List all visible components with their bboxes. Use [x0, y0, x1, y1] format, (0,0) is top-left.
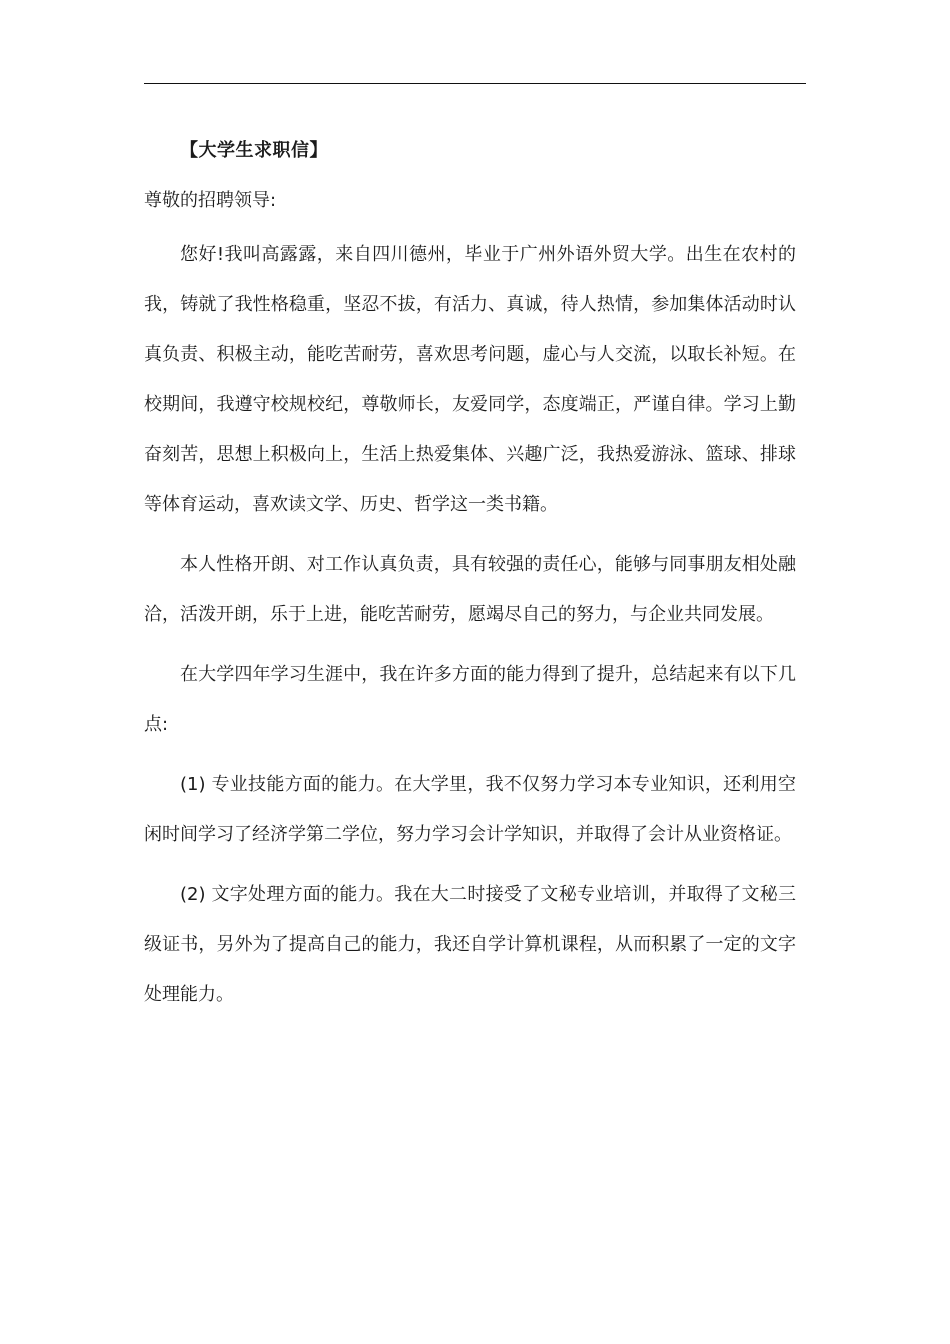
letter-body	[144, 132, 796, 1030]
header-rule	[144, 83, 806, 84]
paragraph-writing-skills: (2) 文字处理方面的能力。我在大二时接受了文秘专业培训，并取得了文秘三级证书，另外为了提高自己的能力，我还自学计算机课程，从而积累了一定的文字处理能力。	[144, 884, 796, 1005]
paragraph-abilities-intro: 在大学四年学习生涯中，我在许多方面的能力得到了提升，总结起来有以下几点:	[144, 664, 796, 735]
paragraph-personality: 本人性格开朗、对工作认真负责，具有较强的责任心，能够与同事朋友相处融洽，活泼开朗，乐于上进，能吃苦耐劳，愿竭尽自己的努力，与企业共同发展。	[144, 554, 796, 625]
paragraph-introduction: 您好!我叫高露露，来自四川德州，毕业于广州外语外贸大学。出生在农村的我，铸就了我性格稳重，坚忍不拔，有活力、真诚，待人热情，参加集体活动时认真负责、积极主动，能吃苦耐劳，喜欢思考问题，虚心与人交流，以取长补短。在校期间，我遵守校规校纪，尊敬师长，友爱同学，态度端正，严谨自律。学习上勤奋刻苦，思想上积极向上，生活上热爱集体、兴趣广泛，我热爱游泳、篮球、排球等体育运动，喜欢读文学、历史、哲学这一类书籍。	[144, 244, 796, 515]
letter-title: 【大学生求职信】	[180, 140, 328, 161]
paragraph-professional-skills: (1) 专业技能方面的能力。在大学里，我不仅努力学习本专业知识，还利用空闲时间学习了经济学第二学位，努力学习会计学知识，并取得了会计从业资格证。	[144, 774, 796, 845]
salutation: 尊敬的招聘领导:	[144, 190, 277, 211]
